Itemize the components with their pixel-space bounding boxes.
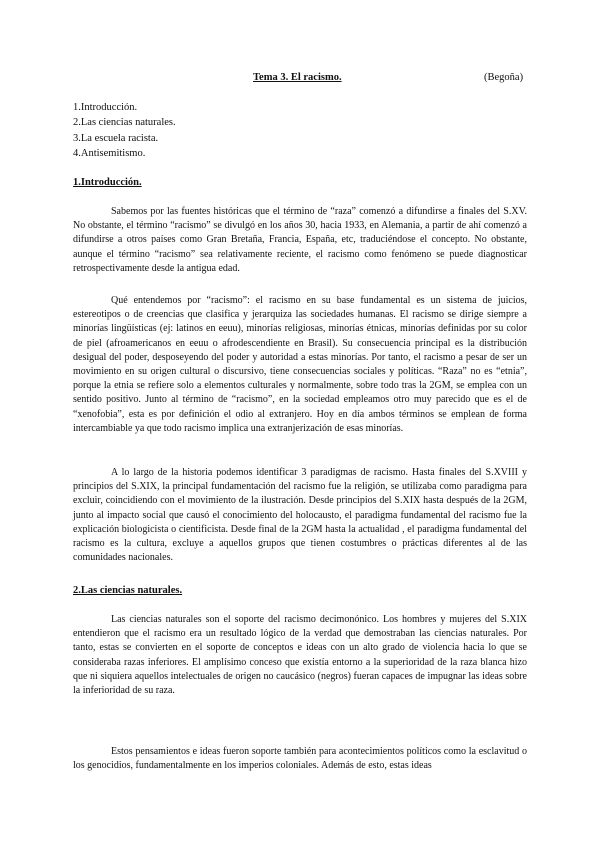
paragraph: Estos pensamientos e ideas fueron soporte también para acontecimientos políticos como la esclavitud o los genocidios, fundamentalmente en los imperios coloniales. Además de esto, estas ideas: [73, 746, 527, 772]
document-header: [0, 72, 600, 86]
section-heading-introduccion: 1.Introducción.: [73, 177, 142, 188]
toc-item: 1.Introducción.: [73, 102, 138, 113]
section-heading-ciencias-naturales: 2.Las ciencias naturales.: [73, 585, 183, 596]
document-title: Tema 3. El racismo.: [253, 72, 342, 83]
paragraph: Qué entendemos por “racismo”: el racismo en su base fundamental es un sistema de juicios, estereotipos o de creencias que clasifica y jerarquiza las sociedades humanas. El racismo se dirige siempre a minorías lingüísticas (ej: latinos en eeuu), minorías religiosas, minorías étnicas, minorías definidas por su color de piel (afroamericanos en eeuu o afrodescendiente en Brasil). Su consecuencia principal es la distribución desigual del poder, desposeyendo del poder y autoridad a estas minorías. Por tanto, el racismo a pesar de ser un movimiento en su origen cultural o discursivo, tiene consecuencias sociales y políticas. “Raza” no es “etnia”, porque la etnia se refiere solo a elementos culturales y normalmente, sobre todo tras la 2GM, se emplea con un sentido positivo. Junto al término de “racismo”, en la sociedad empleamos otro muy parecido que es el de “xenofobia”, esta es por definición el odio al extranjero. Hoy en día ambos términos se emplean de forma intercambiable ya que todo racismo implica una extranjerización de esas minorías.: [73, 295, 527, 434]
toc-item: 3.La escuela racista.: [73, 132, 159, 144]
paragraph: A lo largo de la historia podemos identificar 3 paradigmas de racismo. Hasta finales del S.XVIII y principios del S.XIX, la principal fundamentación del racismo fue la religión, se utilizaba como paradigma para excluir, coincidiendo con el movimiento de la ilustración. Desde principios del S.XIX hasta después de la 2GM, junto al impacto social que causó el conocimiento del holocausto, el paradigma fundamental del racismo fue la explicación biologicista o cientificista. Desde final de la 2GM hasta la actualidad , el paradigma fundamental del racismo es la cultura, excluye a aquellos grupos que tienen costumbres o prácticas diferentes al de las comunidades nacionales.: [73, 467, 527, 564]
toc-item: 4.Antisemitismo.: [73, 147, 146, 159]
table-of-contents: [73, 100, 176, 161]
toc-item: 2.Las ciencias naturales.: [73, 117, 176, 129]
document-author: (Begoña): [484, 72, 524, 83]
paragraph: Las ciencias naturales son el soporte del racismo decimonónico. Los hombres y mujeres del S.XIX entendieron que el racismo era un resultado lógico de la verdad que demostraban las ciencias naturales. Por tanto, estas se convierten en el soporte de conceptos e ideas con un alto grado de violencia hacia lo que se consideraba razas inferiores. El amplísimo conceso que existía entorno a la superioridad de la raza blanca hizo que ni siquiera aquellos intelectuales de origen no caucásico (negros) fueran capaces de impugnar las ideas sobre la inferioridad de su raza.: [73, 614, 527, 697]
paragraph: Sabemos por las fuentes históricas que el término de “raza” comenzó a difundirse a finales del S.XV. No obstante, el término “racismo” se divulgó en los años 30, hacia 1933, en Alemania, a partir de ahí comenzó a difundirse a otros países como Gran Bretaña, Francia, España, etc, traduciéndose el concepto. No obstante, aunque el término “racismo” sea relativamente reciente, el racismo como fenómeno se puede diagnosticar retrospectivamente desde la antigua edad.: [73, 206, 527, 274]
